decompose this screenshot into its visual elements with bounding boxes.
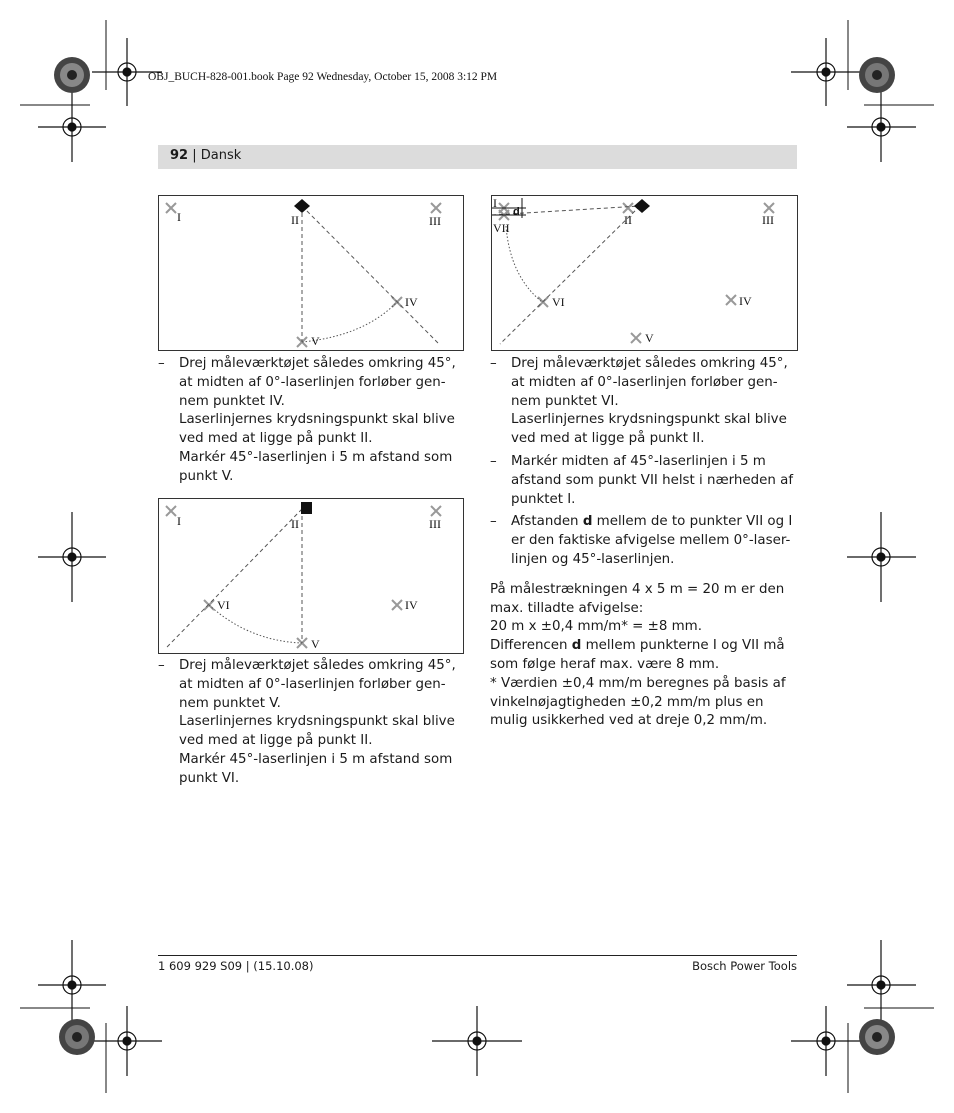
text-span: mellem punkterne I og VII må — [581, 638, 785, 654]
fig1-label-I: I — [177, 210, 181, 224]
bold-d: d — [571, 638, 582, 654]
text-line: Laserlinjernes krydsningspunkt skal blive — [179, 714, 455, 730]
fig1-label-V: V — [311, 334, 320, 348]
text-line: På målestrækningen 4 x 5 m = 20 m er den — [490, 581, 785, 597]
footer-right: Bosch Power Tools — [692, 959, 797, 973]
right-column — [490, 355, 797, 731]
fig3-label-III: III — [762, 213, 774, 227]
fig3-label-V: V — [645, 331, 654, 345]
text-line: punktet I. — [511, 491, 576, 507]
text-line: ved med at ligge på punkt II. — [179, 733, 373, 749]
fig1-label-IV: IV — [405, 295, 418, 309]
text-line — [511, 513, 797, 532]
book-info-line: OBJ_BUCH-828-001.book Page 92 Wednesday, October 15, 2008 3:12 PM — [148, 71, 498, 83]
fig2-label-V: V — [311, 637, 320, 651]
fig1-label-II: II — [291, 213, 299, 227]
left-step-2 — [158, 657, 463, 789]
figure-3 — [491, 195, 798, 351]
text-line: punkt VI. — [179, 770, 240, 786]
text-line: nem punktet V. — [179, 695, 281, 711]
list-item — [158, 657, 463, 789]
text-line: ved med at ligge på punkt II. — [511, 431, 705, 447]
text-line: at midten af 0°-laserlinjen forløber gen- — [511, 374, 778, 390]
text-line — [490, 637, 797, 656]
page-number: 92 — [170, 148, 189, 163]
figure-3-diagram — [492, 196, 798, 351]
header-separator: | — [192, 148, 197, 163]
fig2-label-IV: IV — [405, 598, 418, 612]
text-line: at midten af 0°-laserlinjen forløber gen- — [179, 676, 446, 692]
text-line: 20 m x ±0,4 mm/m* = ±8 mm. — [490, 619, 702, 635]
figure-1 — [158, 195, 464, 351]
dash-bullet: – — [158, 356, 165, 371]
text-line: Laserlinjernes krydsningspunkt skal blive — [179, 412, 455, 428]
text-line: Drej måleværktøjet således omkring 45°, — [179, 658, 456, 673]
fig2-label-VI: VI — [217, 598, 230, 612]
text-line: er den faktiske afvigelse mellem 0°-laser- — [511, 533, 791, 549]
text-line: Laserlinjernes krydsningspunkt skal blive — [511, 412, 787, 428]
figure-1-diagram — [159, 196, 464, 351]
bold-d: d — [582, 514, 593, 530]
text-span: mellem de to punkter VII og I — [592, 514, 793, 530]
header-language: Dansk — [200, 148, 242, 163]
text-line: mulig usikkerhed ved at dreje 0,2 mm/m. — [490, 713, 768, 729]
text-line: nem punktet IV. — [179, 393, 285, 409]
list-item — [158, 355, 463, 487]
list-item — [490, 513, 797, 569]
text-line: nem punktet VI. — [511, 393, 619, 409]
text-line: som følge heraf max. være 8 mm. — [490, 656, 720, 672]
text-line: at midten af 0°-laserlinjen forløber gen- — [179, 374, 446, 390]
text-line: max. tilladte afvigelse: — [490, 600, 644, 616]
text-line: ved med at ligge på punkt II. — [179, 431, 373, 447]
fig3-label-d: d — [513, 206, 520, 218]
footer-rule — [158, 955, 797, 956]
fig3-label-VI: VI — [552, 295, 565, 309]
dash-bullet: – — [490, 356, 497, 371]
text-line: linjen og 45°-laserlinjen. — [511, 551, 675, 567]
text-line: Markér 45°-laserlinjen i 5 m afstand som — [179, 449, 453, 465]
figure-2-diagram — [159, 499, 464, 654]
text-line: Drej måleværktøjet således omkring 45°, — [179, 356, 456, 371]
text-line: Markér 45°-laserlinjen i 5 m afstand som — [179, 751, 453, 767]
fig3-label-IV: IV — [739, 294, 752, 308]
fig1-label-III: III — [429, 214, 441, 228]
fig3-label-VII: VII — [493, 221, 510, 235]
figure-2 — [158, 498, 464, 654]
tolerance-paragraph — [490, 581, 797, 731]
fig2-label-II: II — [291, 517, 299, 531]
text-line: punkt V. — [179, 468, 234, 484]
text-line: * Værdien ±0,4 mm/m beregnes på basis af — [490, 675, 786, 691]
dash-bullet: – — [158, 658, 165, 673]
footer-left: 1 609 929 S09 | (15.10.08) — [158, 959, 314, 973]
fig3-label-II: II — [624, 213, 632, 227]
text-line: Drej måleværktøjet således omkring 45°, — [511, 356, 788, 371]
text-span: Differencen — [490, 638, 572, 654]
list-item — [490, 453, 797, 509]
fig3-label-I: I — [493, 196, 497, 210]
dash-bullet: – — [490, 514, 497, 530]
text-line: Markér midten af 45°-laserlinjen i 5 m — [511, 453, 766, 469]
page-header — [170, 148, 241, 163]
fig2-label-III: III — [429, 517, 441, 531]
fig2-label-I: I — [177, 514, 181, 528]
text-span: Afstanden — [511, 514, 583, 530]
dash-bullet: – — [490, 453, 497, 469]
left-step-1 — [158, 355, 463, 487]
page-header-bar — [158, 145, 797, 169]
text-line: vinkelnøjagtigheden ±0,2 mm/m plus en — [490, 694, 764, 710]
list-item — [490, 355, 797, 449]
text-line: afstand som punkt VII helst i nærheden af — [511, 472, 794, 488]
